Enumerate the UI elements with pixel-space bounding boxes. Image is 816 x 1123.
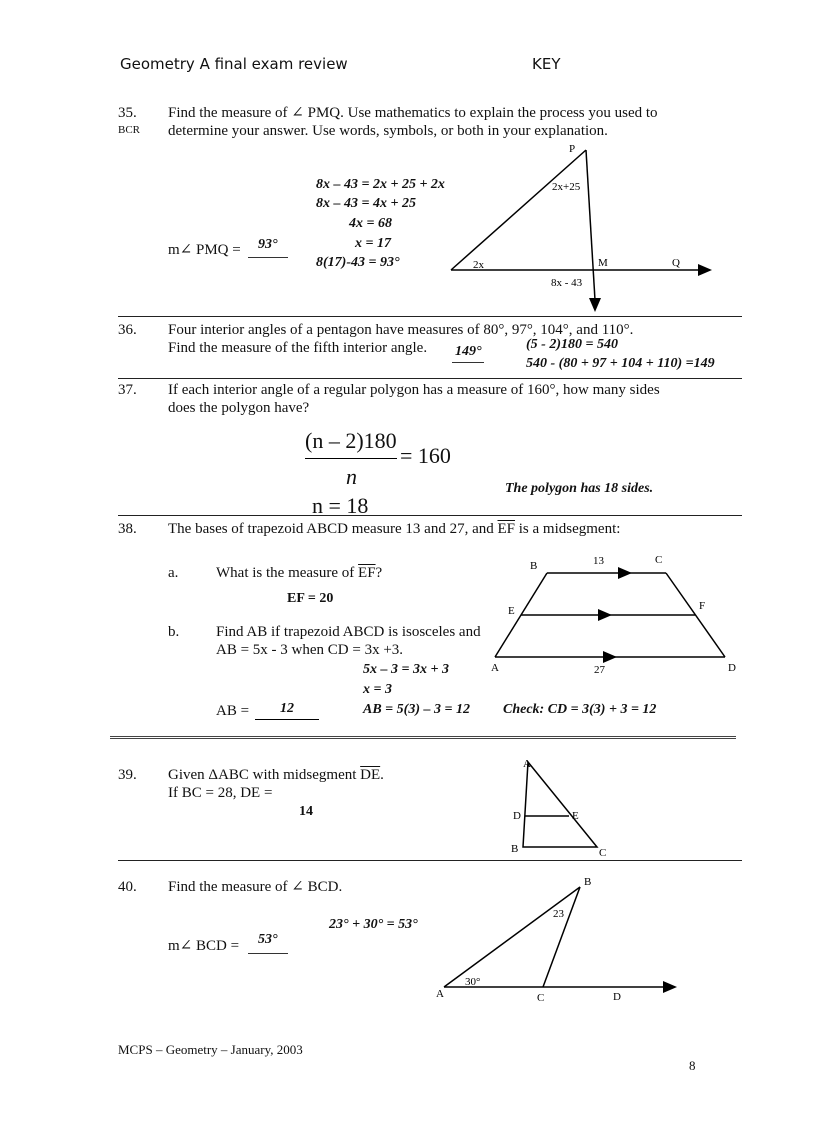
- q40-label-a: A: [436, 988, 444, 1000]
- q39-line1-c: .: [380, 767, 384, 783]
- q37-number: 37.: [118, 382, 137, 398]
- q39-segment-de: $\overline{DE}$: [360, 767, 381, 783]
- q35-label-p: P: [569, 143, 576, 155]
- q37-line1: If each interior angle of a regular polygon has a measure of 160°, how many sides: [168, 382, 660, 398]
- q37-numerator: (n – 2)180: [305, 428, 397, 453]
- q38-label-bottom: 27: [594, 664, 605, 676]
- q35-label-angle-ext: 8x - 43: [551, 277, 583, 289]
- q39-label-a: A: [523, 758, 531, 770]
- header-key: KEY: [532, 55, 561, 73]
- q36-number: 36.: [118, 322, 137, 338]
- q39-line1-b: ΔABC with midsegment: [208, 767, 357, 783]
- q35-number: 35.: [118, 105, 137, 121]
- q38-work2: x = 3: [363, 682, 392, 697]
- q35-label-angle-base: 2x: [473, 259, 484, 271]
- q38-work1: 5x – 3 = 3x + 3: [363, 662, 449, 677]
- q39-label-d: D: [513, 810, 521, 822]
- q38-segment-ef: $\overline{EF}$: [497, 521, 516, 537]
- q38-label-a: A: [491, 662, 499, 674]
- q40-label-c: C: [537, 992, 545, 1004]
- q38-b-line2: AB = 5x - 3 when CD = 3x +3.: [216, 642, 404, 658]
- q38-label-f: F: [699, 600, 706, 612]
- q39-label-e: E: [572, 810, 579, 822]
- q36-answer: 149°: [455, 344, 482, 359]
- q37-answer: The polygon has 18 sides.: [505, 481, 654, 496]
- q40-answer-label: m∠ BCD =: [168, 938, 240, 954]
- q40-work: 23° + 30° = 53°: [329, 917, 418, 932]
- q38-label-d: D: [728, 662, 736, 674]
- q37-line2: does the polygon have?: [168, 400, 310, 416]
- q35-label-q: Q: [672, 257, 680, 269]
- q38-label-e: E: [508, 605, 515, 617]
- q37-denominator: n: [346, 464, 357, 489]
- q35-step2: 8x – 43 = 4x + 25: [316, 196, 416, 211]
- q35-tag: BCR: [118, 124, 141, 136]
- q38-a-segment: $\overline{EF}$: [358, 565, 376, 581]
- q35-step5: 8(17)-43 = 93°: [316, 255, 400, 270]
- q38-a-text: What is the measure of: [216, 565, 355, 581]
- page-number: 8: [689, 1058, 696, 1073]
- q39-line1-a: Given: [168, 767, 205, 783]
- q40-label-d: D: [613, 991, 621, 1003]
- q40-label-b: B: [584, 876, 592, 888]
- q36-work2: 540 - (80 + 97 + 104 + 110) =149: [526, 356, 715, 371]
- q38-check: Check: CD = 3(3) + 3 = 12: [503, 702, 657, 717]
- q40-label-angle-b: 23: [553, 908, 564, 920]
- q38-label-top: 13: [593, 555, 604, 567]
- q40-number: 40.: [118, 879, 137, 895]
- q38-a-answer: EF = 20: [287, 591, 334, 606]
- q38-line1-b: is a midsegment:: [518, 521, 621, 537]
- q38-label-c: C: [655, 554, 663, 566]
- q39-number: 39.: [118, 767, 137, 783]
- q36-line2: Find the measure of the fifth interior angle.: [168, 340, 428, 356]
- q36-line1: Four interior angles of a pentagon have measures of 80°, 97°, 104°, and 110°.: [168, 322, 634, 338]
- q37-solution: n = 18: [312, 493, 369, 518]
- q35-step4: x = 17: [355, 236, 391, 251]
- q35-label-angle-p: 2x+25: [552, 181, 581, 193]
- q38-b-label: b.: [168, 624, 180, 640]
- q38-a-label: a.: [168, 565, 179, 581]
- q35-line2: determine your answer. Use words, symbols, or both in your explanation.: [168, 123, 608, 139]
- q39-answer: 14: [299, 804, 313, 819]
- q35-line1: Find the measure of ∠ PMQ. Use mathematics to explain the process you used to: [168, 105, 658, 121]
- q35-label-m: M: [598, 257, 608, 269]
- q40-answer: 53°: [258, 932, 278, 947]
- q39-label-b: B: [511, 843, 519, 855]
- q35-answer-label: m∠ PMQ =: [168, 242, 241, 258]
- q38-line1-a: The bases of trapezoid ABCD measure 13 and 27, and: [168, 521, 494, 537]
- q38-b-line1: Find AB if trapezoid ABCD is isosceles and: [216, 624, 481, 640]
- q39-line2: If BC = 28, DE =: [168, 785, 273, 801]
- q38-ab-label: AB =: [216, 703, 250, 719]
- q38-label-b: B: [530, 560, 538, 572]
- q38-ab-answer: 12: [280, 701, 294, 716]
- q35-step3: 4x = 68: [349, 216, 392, 231]
- q38-work3: AB = 5(3) – 3 = 12: [363, 702, 470, 717]
- q36-work1: (5 - 2)180 = 540: [526, 337, 618, 352]
- q40-label-angle-a: 30°: [465, 976, 481, 988]
- q35-step1: 8x – 43 = 2x + 25 + 2x: [316, 177, 445, 192]
- footer-source: MCPS – Geometry – January, 2003: [118, 1042, 303, 1057]
- q38-number: 38.: [118, 521, 137, 537]
- q39-label-c: C: [599, 847, 607, 859]
- q38-a-text-end: ?: [375, 565, 383, 581]
- header-title: Geometry A final exam review: [120, 55, 348, 73]
- q37-rhs: = 160: [400, 443, 451, 468]
- q40-line1: Find the measure of ∠ BCD.: [168, 879, 343, 895]
- q35-answer: 93°: [258, 237, 278, 252]
